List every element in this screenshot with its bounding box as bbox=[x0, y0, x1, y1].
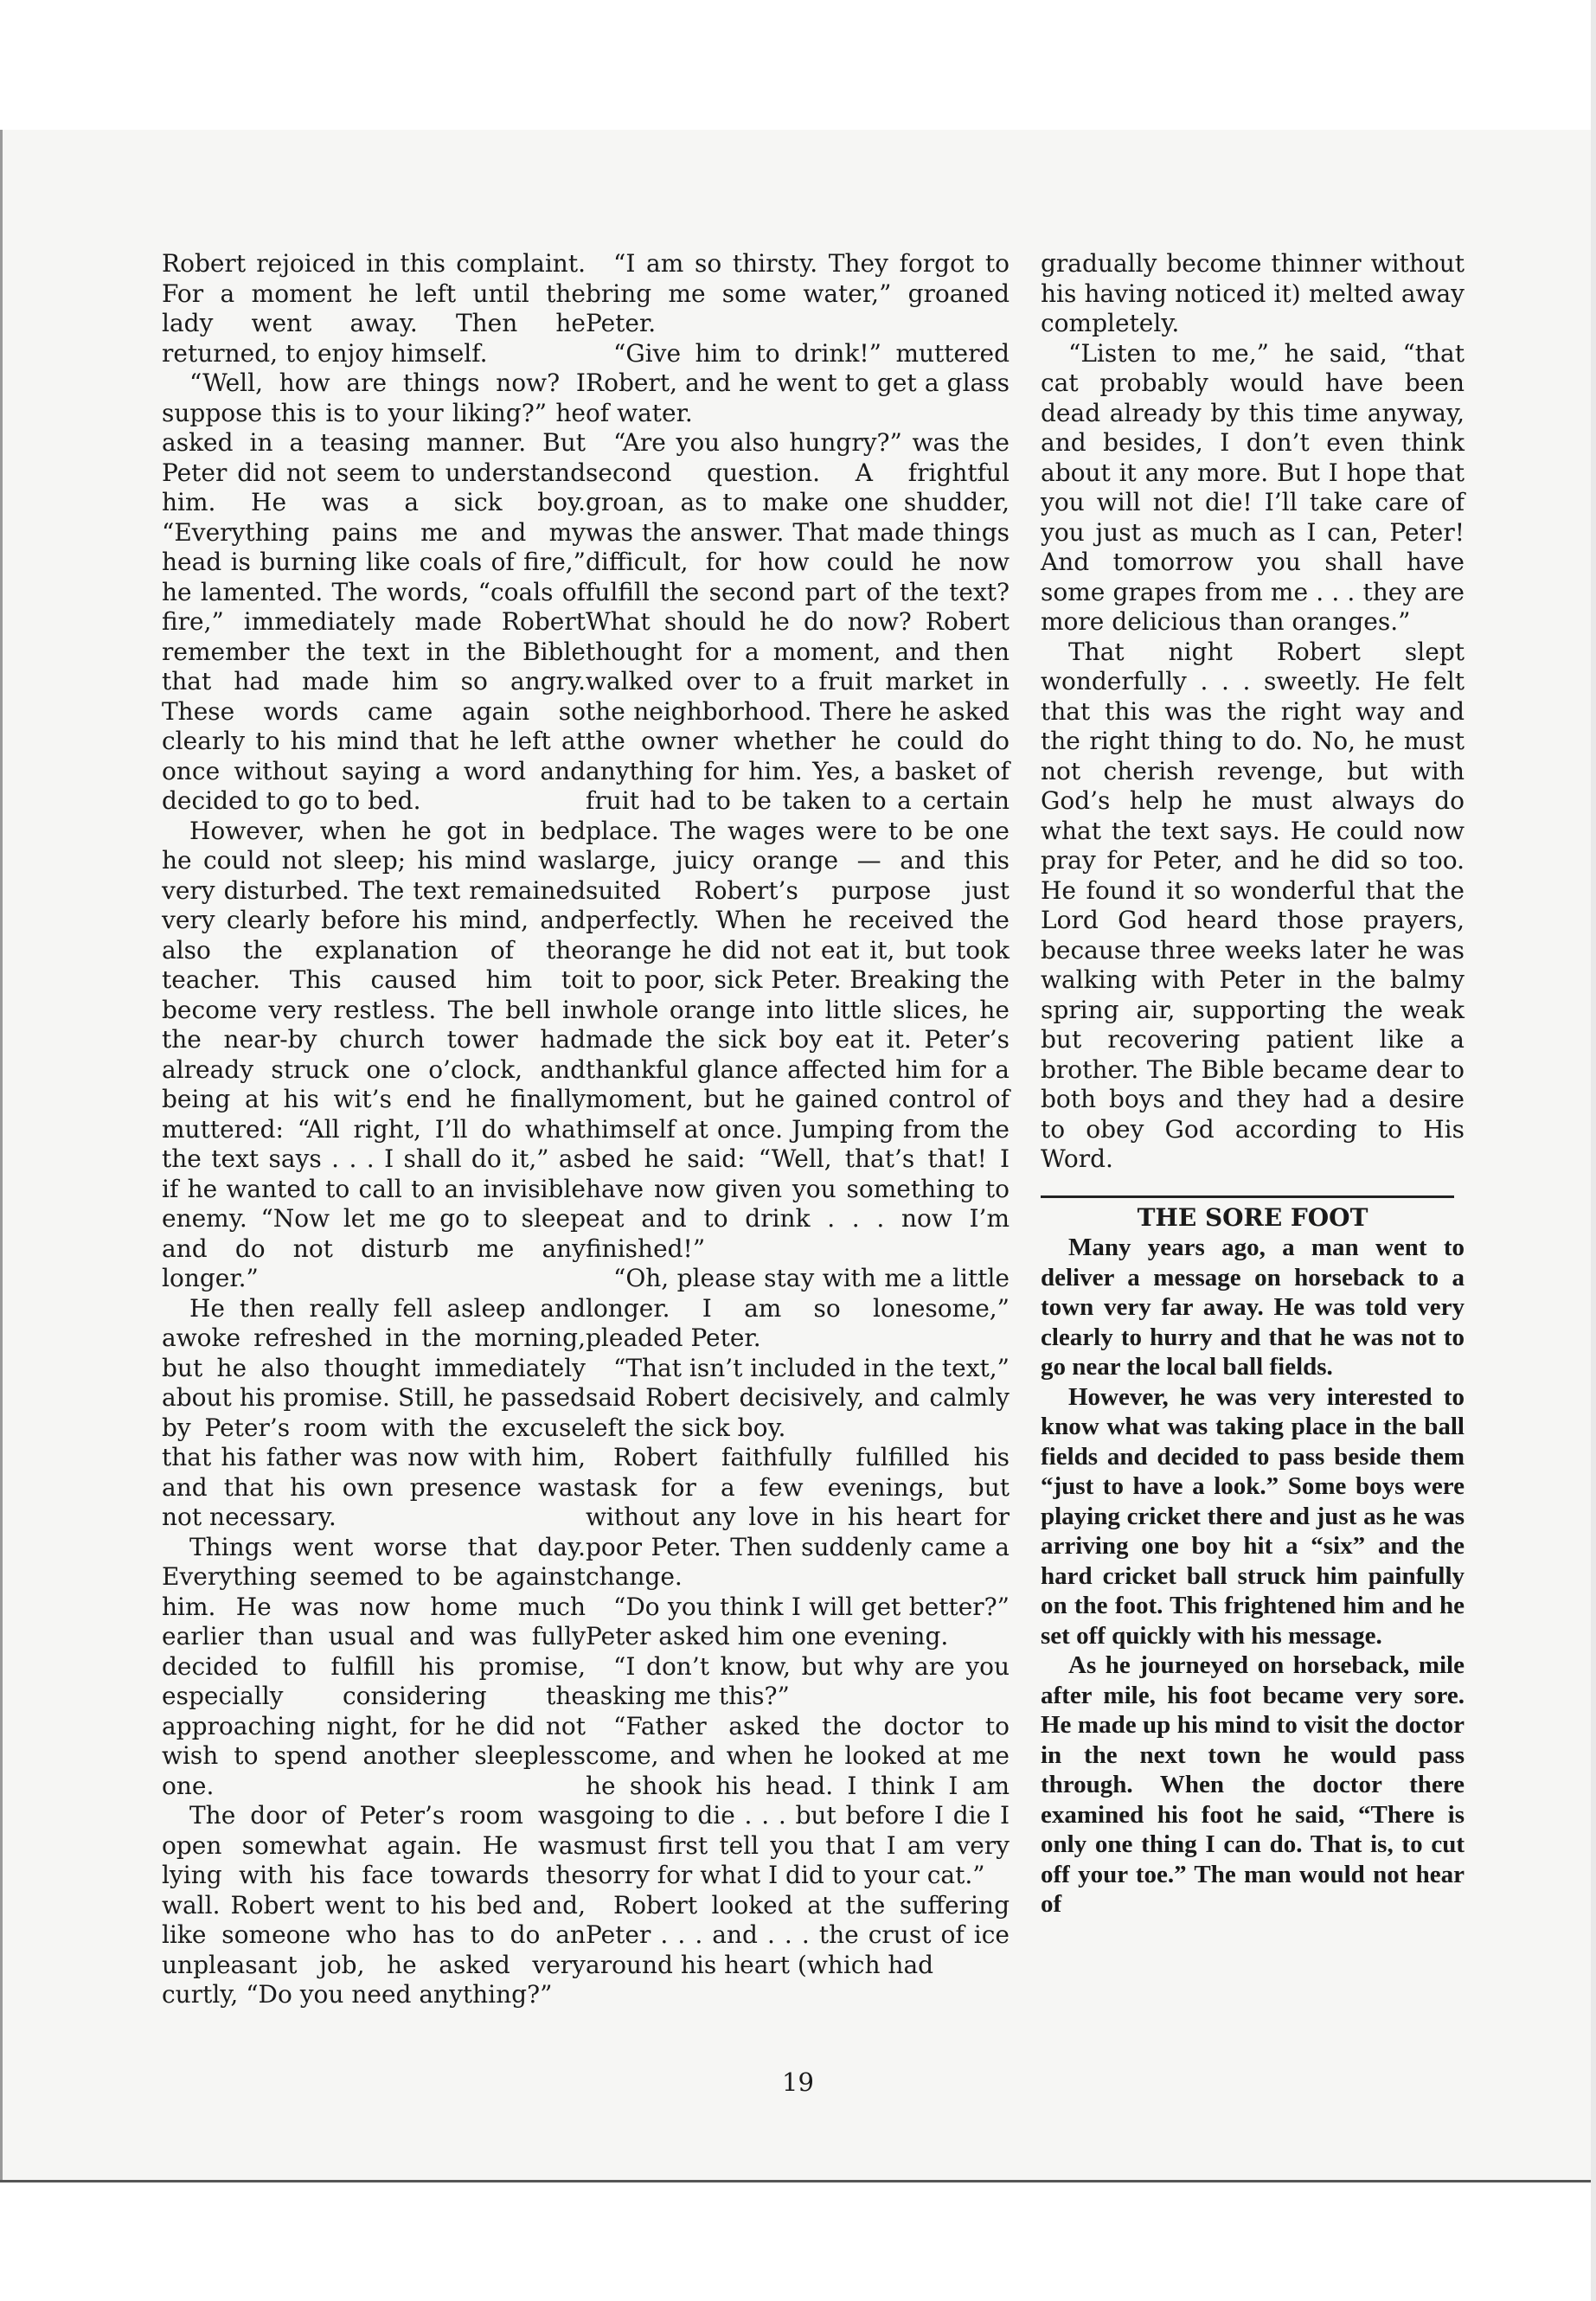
paragraph: However, when he got in bed he could not sleep; his mind was very disturbed. The text remained very clearly before his mind, and also the explanation of the teacher. This caused him to become very restless. The bell in the near-by church tower had already struck one o’clock, and being at his wit’s end he finally muttered: “All right, I’ll do what the text says . . . I shall do it,” as if he wanted to call to an invisible enemy. “Now let me go to sleep and do not disturb me any longer.” bbox=[162, 816, 586, 1292]
paragraph: Robert faithfully fulfilled his task for a few evenings, but without any love in his heart for poor Peter. Then suddenly came a change. bbox=[586, 1443, 1010, 1591]
paragraph: As he journeyed on horseback, mile after mile, his foot became very sore. He made up his mind to visit the doctor in the next town he would pass through. When the doctor there examined his foot he said, “There is only one thing I can do. That is, to cut off your toe.” The man would not hear of bbox=[1041, 1651, 1465, 1918]
paragraph: He then really fell asleep and awoke refreshed in the morning, but he also thought immediately about his promise. Still, he passed by Peter’s room with the excuse that his father was now with him, and that his own presence was not necessary. bbox=[162, 1293, 586, 1531]
section-title: THE SORE FOOT bbox=[1137, 1202, 1368, 1232]
scan-left-edge bbox=[0, 130, 3, 2180]
paragraph: gradually become thinner without his having noticed it) melted away completely. bbox=[1041, 249, 1465, 337]
column-2 bbox=[586, 249, 1010, 1980]
scan-right-edge bbox=[1591, 0, 1596, 2301]
paragraph: Robert rejoiced in this complaint. For a moment he left until the lady went away. Then he returned, to enjoy himself. bbox=[162, 249, 586, 368]
sore-foot-story bbox=[1041, 1233, 1465, 1920]
paragraph: “Oh, please stay with me a little longer. I am so lonesome,” pleaded Peter. bbox=[586, 1264, 1010, 1352]
section-divider bbox=[1041, 1195, 1454, 1198]
paragraph: “Listen to me,” he said, “that cat probably would have been dead already by this time anyway, and besides, I don’t even think about it any more. But I hope that you will not die! I’ll take care of you just as much as I can, Peter! And tomorrow you shall have some grapes from me . . . they are more delicious than oranges.” bbox=[1041, 338, 1465, 636]
column-3 bbox=[1041, 249, 1465, 1920]
paragraph: Things went worse that day. Everything seemed to be against him. He was now home much earlier than usual and was fully decided to fulfill his promise, especially considering the approaching night, for he did not wish to spend another sleepless one. bbox=[162, 1532, 586, 1800]
page-number: 19 bbox=[782, 2067, 814, 2097]
paragraph: The door of Peter’s room was open somewhat again. He was lying with his face towards the wall. Robert went to his bed and, like someone who has to do an unpleasant job, he asked very curtly, “Do you need anything?” bbox=[162, 1801, 586, 2009]
paragraph: “Do you think I will get better?” Peter asked him one evening. bbox=[586, 1592, 1010, 1650]
paragraph: “I don’t know, but why are you asking me this?” bbox=[586, 1651, 1010, 1710]
paragraph: “Well, how are things now? I suppose this is to your liking?” he asked in a teasing manner. But Peter did not seem to understand him. He was a sick boy. “Everything pains me and my head is burning like coals of fire,” he lamented. The words, “coals of fire,” immediately made Robert remember the text in the Bible that had made him so angry. These words came again so clearly to his mind that he left at once without saying a word and decided to go to bed. bbox=[162, 369, 586, 815]
paragraph: “Father asked the doctor to come, and when he looked at me he shook his head. I think I am going to die . . . but before I die I must first tell you that I am very sorry for what I did to your cat.” bbox=[586, 1711, 1010, 1889]
paragraph: “Give him to drink!” muttered Robert, and he went to get a glass of water. bbox=[586, 338, 1010, 427]
paragraph: “That isn’t included in the text,” said Robert decisively, and calmly left the sick boy. bbox=[586, 1353, 1010, 1442]
paragraph: However, he was very interested to know what was taking place in the ball fields and decided to pass beside them “just to have a look.” Some boys were playing cricket there and just as he was arriving one boy hit a “six” and the hard cricket ball struck him painfully on the foot. This frightened him and he set off quickly with his message. bbox=[1041, 1382, 1465, 1650]
paragraph: “I am so thirsty. They forgot to bring me some water,” groaned Peter. bbox=[586, 249, 1010, 337]
column-1 bbox=[162, 249, 586, 2010]
paragraph: “Are you also hungry?” was the second question. A frightful groan, as to make one shudder, was the answer. That made things difficult, for how could he now fulfill the second part of the text? What should he do now? Robert thought for a moment, and then walked over to a fruit market in the neighborhood. There he asked the owner whether he could do anything for him. Yes, a basket of fruit had to be taken to a certain place. The wages were to be one large, juicy orange — and this suited Robert’s purpose just perfectly. When he received the orange he did not eat it, but took it to poor, sick Peter. Breaking the whole orange into little slices, he made the sick boy eat it. Peter’s thankful glance affected him for a moment, but he gained control of himself at once. Jumping from the bed he said: “Well, that’s that! I have now given you something to eat and to drink . . . now I’m finished!” bbox=[586, 428, 1010, 1263]
paragraph: That night Robert slept wonderfully . . . sweetly. He felt that this was the right way and the right thing to do. No, he must not cherish revenge, but with God’s help he must always do what the text says. He could now pray for Peter, and he did so too. He found it so wonderful that the Lord God heard those prayers, because three weeks later he was walking with Peter in the balmy spring air, supporting the weak but recovering patient like a brother. The Bible became dear to both boys and they had a desire to obey God according to His Word. bbox=[1041, 637, 1465, 1173]
paragraph: Robert looked at the suffering Peter . . . and . . . the crust of ice around his heart (which had bbox=[586, 1890, 1010, 1979]
paragraph: Many years ago, a man went to deliver a message on horseback to a town very far away. He was told very clearly to hurry and that he was not to go near the local ball fields. bbox=[1041, 1234, 1465, 1381]
